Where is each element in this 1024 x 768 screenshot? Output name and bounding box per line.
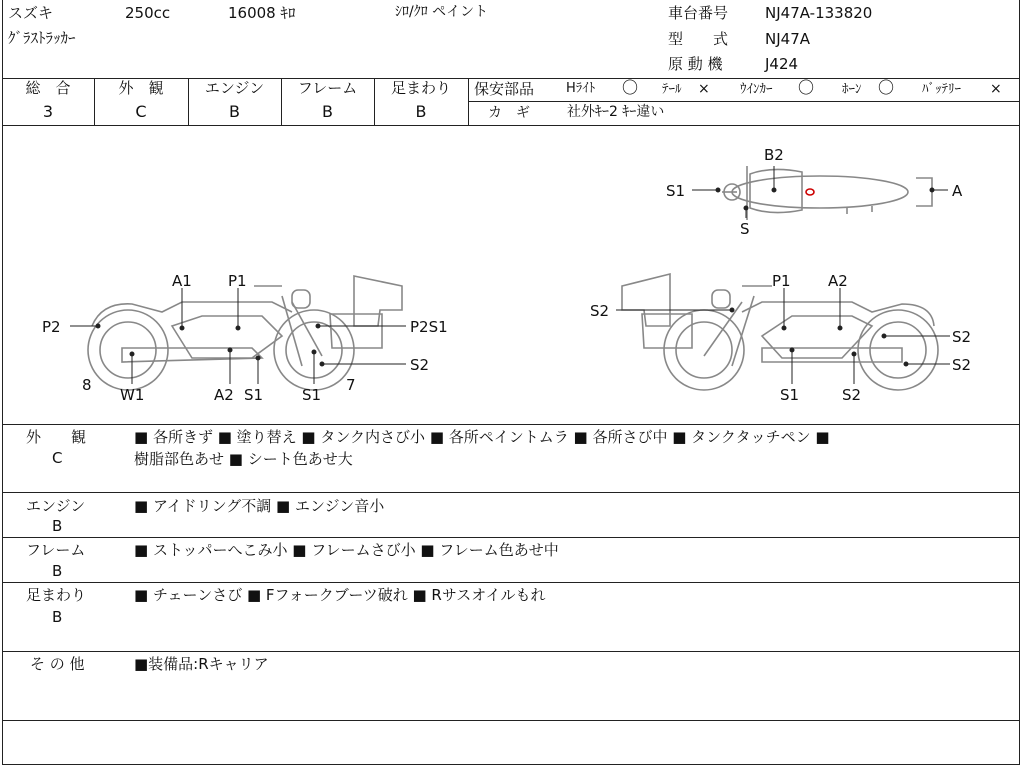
grade-value-exterior: C xyxy=(135,102,147,121)
tail-mark: × xyxy=(698,81,710,97)
motorcycle-left-view xyxy=(88,276,402,390)
label-a1: A1 xyxy=(172,272,192,290)
divider xyxy=(2,582,1020,583)
detail-grade-exterior: C xyxy=(52,449,63,467)
damage-diagram xyxy=(2,126,1020,424)
motorcycle-top-view xyxy=(722,166,932,220)
grade-value-frame: B xyxy=(322,102,333,121)
detail-grade-engine: B xyxy=(52,517,63,535)
displacement: 250cc xyxy=(125,4,171,22)
type-label: 型 式 xyxy=(668,30,729,48)
label-p1-left: P1 xyxy=(228,272,247,290)
label-b2: B2 xyxy=(764,146,784,164)
diagram-labels xyxy=(42,146,971,404)
grade-label-overall: 総 合 xyxy=(25,79,71,97)
label-p2s1: P2S1 xyxy=(410,318,448,336)
label-s2-right-b: S2 xyxy=(952,328,972,346)
detail-text-other: ■装備品:Rキャリア xyxy=(134,655,269,673)
label-s2-left: S2 xyxy=(410,356,430,374)
leader-lines xyxy=(70,166,950,384)
label-s2-right-d: S2 xyxy=(842,386,862,404)
divider xyxy=(2,492,1020,493)
safety-label: 保安部品 xyxy=(474,80,535,98)
divider xyxy=(2,720,1020,721)
divider xyxy=(2,651,1020,652)
label-a2-left: A2 xyxy=(214,386,234,404)
detail-text-engine: ■ アイドリング不調 ■ エンジン音小 xyxy=(134,497,385,515)
grade-value-engine: B xyxy=(229,102,240,121)
battery-mark: × xyxy=(990,81,1002,97)
grade-label-exterior: 外 観 xyxy=(118,79,164,97)
label-s1-right: S1 xyxy=(780,386,800,404)
detail-grade-frame: B xyxy=(52,562,63,580)
label-s1-left-b: S1 xyxy=(302,386,322,404)
label-p1-right: P1 xyxy=(772,272,791,290)
detail-label-engine: エンジン xyxy=(26,497,86,515)
motorcycle-right-view xyxy=(622,274,938,390)
grade-value-overall: 3 xyxy=(42,102,54,121)
grade-label-engine: エンジン xyxy=(204,79,265,97)
grade-label-frame: フレーム xyxy=(297,79,358,97)
mileage: 16008 ｷﾛ xyxy=(228,4,296,22)
grade-label-suspension: 足まわり xyxy=(390,79,451,97)
frame-no-label: 車台番号 xyxy=(668,4,729,22)
divider xyxy=(468,101,1020,102)
detail-text-exterior-1: ■ 各所きず ■ 塗り替え ■ タンク内さび小 ■ 各所ペイントムラ ■ 各所さび中 ■ タンクタッチペン ■ xyxy=(134,428,830,446)
grade-value-suspension: B xyxy=(415,102,427,121)
engine-value: J424 xyxy=(765,55,799,73)
headlight-mark: 〇 xyxy=(622,78,639,97)
label-8: 8 xyxy=(82,376,92,394)
detail-label-exterior: 外 観 xyxy=(26,428,87,446)
safety-horn: ﾎｰﾝ xyxy=(842,82,862,97)
type-value: NJ47A xyxy=(765,30,810,48)
safety-battery: ﾊﾞｯﾃﾘｰ xyxy=(922,82,961,97)
label-a-top: A xyxy=(952,182,963,200)
detail-label-other: そ の 他 xyxy=(30,655,85,673)
maker: スズキ xyxy=(8,4,54,22)
color: ｼﾛ/ｸﾛ ペイント xyxy=(395,4,489,20)
detail-label-suspension: 足まわり xyxy=(26,586,87,604)
label-w1: W1 xyxy=(120,386,145,404)
detail-text-frame: ■ ストッパーへこみ小 ■ フレームさび小 ■ フレーム色あせ中 xyxy=(134,541,559,559)
label-a2-right: A2 xyxy=(828,272,848,290)
key-value: 社外ｷｰ2 ｷｰ違い xyxy=(567,104,665,120)
detail-grade-suspension: B xyxy=(52,608,63,626)
horn-mark: 〇 xyxy=(878,78,895,97)
safety-winker: ｳｲﾝｶｰ xyxy=(740,82,773,97)
label-s2-right-c: S2 xyxy=(952,356,972,374)
label-s-top: S xyxy=(740,220,750,238)
label-7: 7 xyxy=(346,376,356,394)
divider xyxy=(2,537,1020,538)
model-name: ｸﾞﾗｽﾄﾗｯｶｰ xyxy=(8,29,76,47)
label-s1-top: S1 xyxy=(666,182,686,200)
engine-label: 原 動 機 xyxy=(668,55,723,73)
label-p2: P2 xyxy=(42,318,61,336)
safety-tail: ﾃｰﾙ xyxy=(662,82,682,97)
detail-text-suspension: ■ チェーンさび ■ Fフォークブーツ破れ ■ Rサスオイルもれ xyxy=(134,586,546,604)
frame-no: NJ47A-133820 xyxy=(765,4,873,22)
safety-headlight: Hﾗｲﾄ xyxy=(566,81,596,96)
detail-text-exterior-2: 樹脂部色あせ ■ シート色あせ大 xyxy=(134,450,353,468)
divider xyxy=(468,78,469,125)
label-s2-right-a: S2 xyxy=(590,302,610,320)
label-s1-left-a: S1 xyxy=(244,386,264,404)
winker-mark: 〇 xyxy=(798,78,815,97)
divider xyxy=(2,424,1020,425)
key-label: カ ギ xyxy=(488,105,530,121)
detail-label-frame: フレーム xyxy=(26,541,86,559)
